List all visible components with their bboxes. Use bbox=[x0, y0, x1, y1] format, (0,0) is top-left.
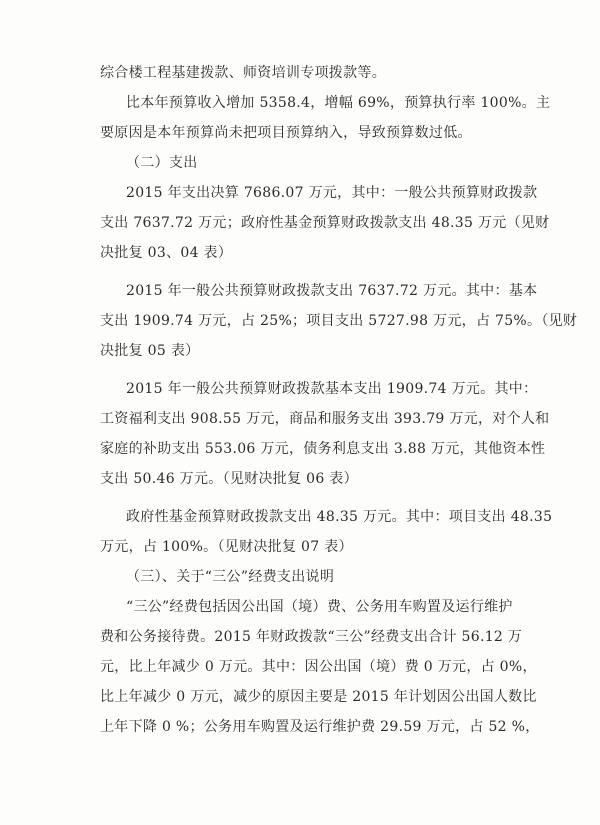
text-line: 支出 1909.74 万元，占 25%；项目支出 5727.98 万元，占 75%。（见财 bbox=[100, 313, 578, 329]
text-line: 综合楼工程基建拨款、师资培训专项拨款等。 bbox=[100, 65, 386, 81]
text-line: 决批复 03、04 表） bbox=[100, 245, 233, 261]
text-line: 要原因是本年预算尚未把项目预算纳入，导致预算数过低。 bbox=[100, 125, 472, 141]
section-heading: （三）、关于“三公”经费支出说明 bbox=[126, 569, 335, 585]
text-line: 上年下降 0 %；公务用车购置及运行维护费 29.59 万元，占 52 %， bbox=[100, 719, 540, 735]
document-body bbox=[100, 58, 578, 742]
text-line: 家庭的补助支出 553.06 万元，债务利息支出 3.88 万元，其他资本性 bbox=[100, 441, 546, 457]
text-line: 万元，占 100%。（见财决批复 07 表） bbox=[100, 539, 353, 555]
text-line: 2015 年一般公共预算财政拨款基本支出 1909.74 万元。其中： bbox=[126, 381, 538, 397]
text-line: 决批复 05 表） bbox=[100, 343, 200, 359]
section-heading: （二）支出 bbox=[126, 155, 198, 171]
text-line: 支出 50.46 万元。（见财决批复 06 表） bbox=[100, 471, 358, 487]
text-line: 支出 7637.72 万元；政府性基金预算财政拨款支出 48.35 万元（见财 bbox=[100, 215, 550, 231]
text-line: “三公”经费包括因公出国（境）费、公务用车购置及运行维护 bbox=[126, 599, 513, 615]
text-line: 比本年预算收入增加 5358.4，增幅 69%，预算执行率 100%。主 bbox=[126, 95, 551, 111]
text-line: 费和公务接待费。2015 年财政拨款“三公”经费支出合计 56.12 万 bbox=[100, 629, 523, 645]
text-line: 比上年减少 0 万元，减少的原因主要是 2015 年计划因公出国人数比 bbox=[100, 689, 537, 705]
text-line: 元，比上年减少 0 万元。其中：因公出国（境）费 0 万元，占 0%， bbox=[100, 659, 537, 675]
text-line: 2015 年一般公共预算财政拨款支出 7637.72 万元。其中：基本 bbox=[126, 283, 538, 299]
text-line: 政府性基金预算财政拨款支出 48.35 万元。其中：项目支出 48.35 bbox=[126, 509, 553, 525]
text-line: 2015 年支出决算 7686.07 万元，其中：一般公共预算财政拨款 bbox=[126, 185, 538, 201]
text-line: 工资福利支出 908.55 万元，商品和服务支出 393.79 万元，对个人和 bbox=[100, 411, 550, 427]
